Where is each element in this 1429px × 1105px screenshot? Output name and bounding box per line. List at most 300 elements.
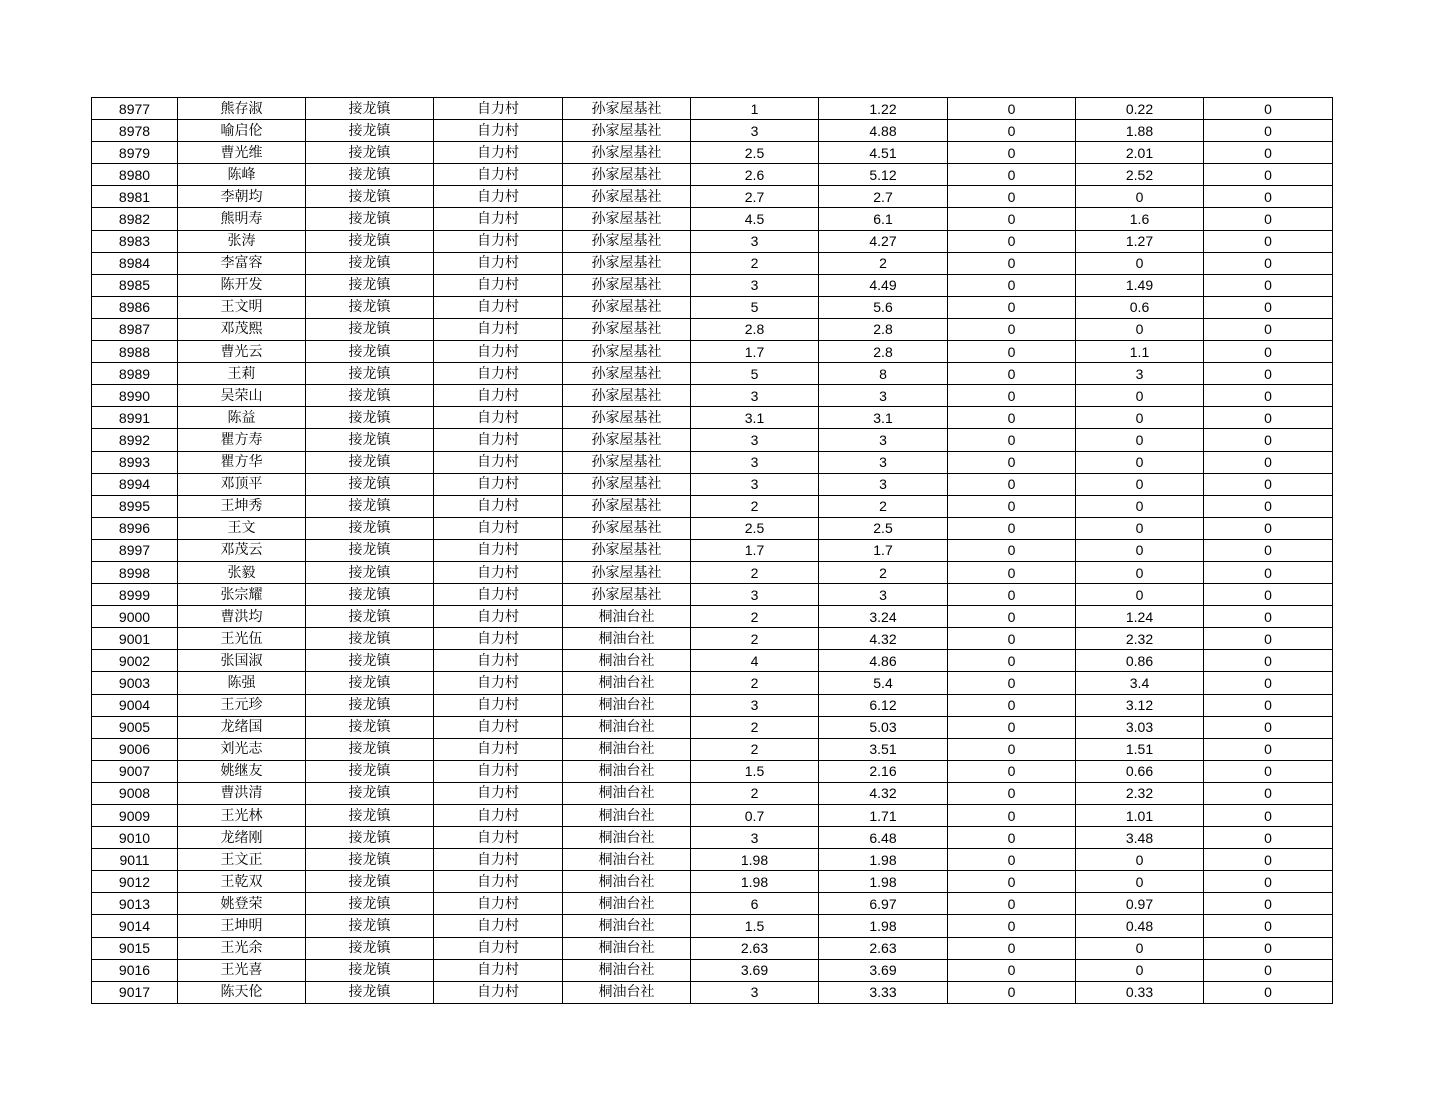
group-cell: 孙家屋基社 <box>563 473 691 495</box>
value-a-cell: 3 <box>691 694 819 716</box>
town-cell: 接龙镇 <box>306 208 434 230</box>
town-cell: 接龙镇 <box>306 407 434 429</box>
row-id-cell: 8977 <box>92 98 178 120</box>
value-e-cell: 0 <box>1204 584 1333 606</box>
value-d-cell: 0.86 <box>1076 650 1204 672</box>
value-e-cell: 0 <box>1204 274 1333 296</box>
village-cell: 自力村 <box>434 606 563 628</box>
value-e-cell: 0 <box>1204 981 1333 1003</box>
group-cell: 孙家屋基社 <box>563 429 691 451</box>
value-b-cell: 3.51 <box>819 738 948 760</box>
group-cell: 孙家屋基社 <box>563 98 691 120</box>
group-cell: 孙家屋基社 <box>563 539 691 561</box>
value-b-cell: 5.4 <box>819 672 948 694</box>
name-cell: 曹光云 <box>178 341 306 363</box>
value-d-cell: 3 <box>1076 363 1204 385</box>
value-e-cell: 0 <box>1204 296 1333 318</box>
table-row <box>92 341 1333 363</box>
table-row <box>92 451 1333 473</box>
value-b-cell: 2.8 <box>819 318 948 340</box>
value-a-cell: 1.98 <box>691 871 819 893</box>
value-b-cell: 4.49 <box>819 274 948 296</box>
value-c-cell: 0 <box>948 385 1076 407</box>
village-cell: 自力村 <box>434 782 563 804</box>
value-c-cell: 0 <box>948 120 1076 142</box>
value-c-cell: 0 <box>948 606 1076 628</box>
row-id-cell: 8998 <box>92 561 178 583</box>
village-cell: 自力村 <box>434 584 563 606</box>
value-a-cell: 2 <box>691 738 819 760</box>
value-a-cell: 2.63 <box>691 937 819 959</box>
value-d-cell: 0 <box>1076 318 1204 340</box>
value-a-cell: 2.8 <box>691 318 819 340</box>
row-id-cell: 9009 <box>92 805 178 827</box>
value-d-cell: 0 <box>1076 252 1204 274</box>
value-a-cell: 6 <box>691 893 819 915</box>
value-b-cell: 4.86 <box>819 650 948 672</box>
value-d-cell: 3.03 <box>1076 716 1204 738</box>
village-cell: 自力村 <box>434 738 563 760</box>
value-c-cell: 0 <box>948 495 1076 517</box>
value-c-cell: 0 <box>948 363 1076 385</box>
value-c-cell: 0 <box>948 208 1076 230</box>
table-row <box>92 120 1333 142</box>
value-a-cell: 1.7 <box>691 539 819 561</box>
row-id-cell: 8984 <box>92 252 178 274</box>
value-c-cell: 0 <box>948 318 1076 340</box>
group-cell: 桐油台社 <box>563 937 691 959</box>
village-cell: 自力村 <box>434 98 563 120</box>
row-id-cell: 9002 <box>92 650 178 672</box>
name-cell: 龙绪刚 <box>178 827 306 849</box>
value-a-cell: 2 <box>691 672 819 694</box>
name-cell: 喻启伦 <box>178 120 306 142</box>
value-c-cell: 0 <box>948 584 1076 606</box>
table-row <box>92 429 1333 451</box>
group-cell: 桐油台社 <box>563 805 691 827</box>
value-a-cell: 2.7 <box>691 186 819 208</box>
value-d-cell: 0 <box>1076 429 1204 451</box>
village-cell: 自力村 <box>434 341 563 363</box>
town-cell: 接龙镇 <box>306 650 434 672</box>
value-b-cell: 3.69 <box>819 959 948 981</box>
value-a-cell: 2.6 <box>691 164 819 186</box>
row-id-cell: 8995 <box>92 495 178 517</box>
value-a-cell: 1 <box>691 98 819 120</box>
village-cell: 自力村 <box>434 937 563 959</box>
table-row <box>92 606 1333 628</box>
value-e-cell: 0 <box>1204 716 1333 738</box>
value-a-cell: 3 <box>691 473 819 495</box>
town-cell: 接龙镇 <box>306 495 434 517</box>
village-cell: 自力村 <box>434 208 563 230</box>
name-cell: 王坤秀 <box>178 495 306 517</box>
table-row <box>92 672 1333 694</box>
name-cell: 王光林 <box>178 805 306 827</box>
name-cell: 瞿方华 <box>178 451 306 473</box>
value-a-cell: 2 <box>691 606 819 628</box>
table-row <box>92 694 1333 716</box>
value-b-cell: 3.24 <box>819 606 948 628</box>
value-e-cell: 0 <box>1204 208 1333 230</box>
value-a-cell: 2.5 <box>691 142 819 164</box>
value-c-cell: 0 <box>948 650 1076 672</box>
value-d-cell: 0 <box>1076 407 1204 429</box>
name-cell: 王文正 <box>178 849 306 871</box>
row-id-cell: 9000 <box>92 606 178 628</box>
row-id-cell: 9003 <box>92 672 178 694</box>
table-body <box>92 98 1333 1004</box>
value-c-cell: 0 <box>948 871 1076 893</box>
table-row <box>92 871 1333 893</box>
row-id-cell: 8991 <box>92 407 178 429</box>
table-row <box>92 142 1333 164</box>
row-id-cell: 9005 <box>92 716 178 738</box>
value-b-cell: 1.7 <box>819 539 948 561</box>
town-cell: 接龙镇 <box>306 981 434 1003</box>
town-cell: 接龙镇 <box>306 561 434 583</box>
value-a-cell: 3 <box>691 451 819 473</box>
value-b-cell: 5.12 <box>819 164 948 186</box>
village-cell: 自力村 <box>434 893 563 915</box>
value-b-cell: 4.27 <box>819 230 948 252</box>
value-c-cell: 0 <box>948 981 1076 1003</box>
table-row <box>92 738 1333 760</box>
value-d-cell: 0.33 <box>1076 981 1204 1003</box>
value-c-cell: 0 <box>948 451 1076 473</box>
row-id-cell: 8990 <box>92 385 178 407</box>
group-cell: 孙家屋基社 <box>563 296 691 318</box>
value-b-cell: 1.22 <box>819 98 948 120</box>
value-d-cell: 1.24 <box>1076 606 1204 628</box>
table-row <box>92 296 1333 318</box>
village-cell: 自力村 <box>434 805 563 827</box>
value-b-cell: 2 <box>819 561 948 583</box>
value-c-cell: 0 <box>948 473 1076 495</box>
name-cell: 邓茂熙 <box>178 318 306 340</box>
group-cell: 桐油台社 <box>563 871 691 893</box>
value-c-cell: 0 <box>948 341 1076 363</box>
group-cell: 孙家屋基社 <box>563 363 691 385</box>
group-cell: 孙家屋基社 <box>563 274 691 296</box>
value-e-cell: 0 <box>1204 628 1333 650</box>
value-e-cell: 0 <box>1204 341 1333 363</box>
value-c-cell: 0 <box>948 407 1076 429</box>
town-cell: 接龙镇 <box>306 694 434 716</box>
name-cell: 张涛 <box>178 230 306 252</box>
table-row <box>92 827 1333 849</box>
value-a-cell: 3 <box>691 230 819 252</box>
value-b-cell: 3 <box>819 451 948 473</box>
town-cell: 接龙镇 <box>306 164 434 186</box>
name-cell: 吴荣山 <box>178 385 306 407</box>
value-e-cell: 0 <box>1204 760 1333 782</box>
group-cell: 桐油台社 <box>563 760 691 782</box>
table-row <box>92 937 1333 959</box>
village-cell: 自力村 <box>434 672 563 694</box>
name-cell: 李富容 <box>178 252 306 274</box>
value-e-cell: 0 <box>1204 142 1333 164</box>
group-cell: 孙家屋基社 <box>563 385 691 407</box>
village-cell: 自力村 <box>434 142 563 164</box>
value-e-cell: 0 <box>1204 473 1333 495</box>
village-cell: 自力村 <box>434 164 563 186</box>
value-a-cell: 3 <box>691 274 819 296</box>
town-cell: 接龙镇 <box>306 606 434 628</box>
row-id-cell: 8985 <box>92 274 178 296</box>
value-d-cell: 0 <box>1076 561 1204 583</box>
town-cell: 接龙镇 <box>306 341 434 363</box>
group-cell: 桐油台社 <box>563 628 691 650</box>
value-a-cell: 2 <box>691 716 819 738</box>
name-cell: 张国淑 <box>178 650 306 672</box>
value-a-cell: 3 <box>691 584 819 606</box>
value-d-cell: 0 <box>1076 473 1204 495</box>
row-id-cell: 9011 <box>92 849 178 871</box>
village-cell: 自力村 <box>434 760 563 782</box>
table-row <box>92 495 1333 517</box>
village-cell: 自力村 <box>434 871 563 893</box>
value-d-cell: 1.27 <box>1076 230 1204 252</box>
table-row <box>92 473 1333 495</box>
value-a-cell: 3 <box>691 120 819 142</box>
village-cell: 自力村 <box>434 561 563 583</box>
name-cell: 陈强 <box>178 672 306 694</box>
table-row <box>92 186 1333 208</box>
village-cell: 自力村 <box>434 186 563 208</box>
value-b-cell: 3.33 <box>819 981 948 1003</box>
value-a-cell: 3 <box>691 385 819 407</box>
value-a-cell: 2 <box>691 252 819 274</box>
village-cell: 自力村 <box>434 981 563 1003</box>
name-cell: 姚继友 <box>178 760 306 782</box>
village-cell: 自力村 <box>434 517 563 539</box>
table-row <box>92 385 1333 407</box>
value-c-cell: 0 <box>948 805 1076 827</box>
town-cell: 接龙镇 <box>306 805 434 827</box>
value-d-cell: 0.66 <box>1076 760 1204 782</box>
value-a-cell: 1.5 <box>691 760 819 782</box>
town-cell: 接龙镇 <box>306 230 434 252</box>
value-d-cell: 3.12 <box>1076 694 1204 716</box>
table-row <box>92 650 1333 672</box>
value-c-cell: 0 <box>948 915 1076 937</box>
value-a-cell: 2 <box>691 561 819 583</box>
value-a-cell: 1.5 <box>691 915 819 937</box>
value-c-cell: 0 <box>948 539 1076 561</box>
table-row <box>92 628 1333 650</box>
village-cell: 自力村 <box>434 495 563 517</box>
value-b-cell: 6.12 <box>819 694 948 716</box>
value-b-cell: 1.98 <box>819 871 948 893</box>
value-b-cell: 4.51 <box>819 142 948 164</box>
village-cell: 自力村 <box>434 716 563 738</box>
group-cell: 孙家屋基社 <box>563 407 691 429</box>
value-d-cell: 1.51 <box>1076 738 1204 760</box>
town-cell: 接龙镇 <box>306 186 434 208</box>
name-cell: 王乾双 <box>178 871 306 893</box>
value-d-cell: 0.22 <box>1076 98 1204 120</box>
value-b-cell: 2 <box>819 252 948 274</box>
value-a-cell: 4.5 <box>691 208 819 230</box>
value-b-cell: 2.7 <box>819 186 948 208</box>
name-cell: 陈天伦 <box>178 981 306 1003</box>
value-e-cell: 0 <box>1204 186 1333 208</box>
value-a-cell: 0.7 <box>691 805 819 827</box>
row-id-cell: 9004 <box>92 694 178 716</box>
value-e-cell: 0 <box>1204 561 1333 583</box>
value-c-cell: 0 <box>948 142 1076 164</box>
value-b-cell: 3 <box>819 473 948 495</box>
value-a-cell: 1.98 <box>691 849 819 871</box>
table-row <box>92 716 1333 738</box>
village-cell: 自力村 <box>434 915 563 937</box>
value-e-cell: 0 <box>1204 871 1333 893</box>
row-id-cell: 8999 <box>92 584 178 606</box>
village-cell: 自力村 <box>434 650 563 672</box>
group-cell: 桐油台社 <box>563 959 691 981</box>
table-row <box>92 318 1333 340</box>
value-d-cell: 0.97 <box>1076 893 1204 915</box>
table-row <box>92 363 1333 385</box>
town-cell: 接龙镇 <box>306 959 434 981</box>
group-cell: 桐油台社 <box>563 650 691 672</box>
village-cell: 自力村 <box>434 296 563 318</box>
name-cell: 熊存淑 <box>178 98 306 120</box>
group-cell: 桐油台社 <box>563 738 691 760</box>
name-cell: 曹洪均 <box>178 606 306 628</box>
value-d-cell: 1.49 <box>1076 274 1204 296</box>
row-id-cell: 8993 <box>92 451 178 473</box>
value-b-cell: 5.03 <box>819 716 948 738</box>
group-cell: 桐油台社 <box>563 827 691 849</box>
group-cell: 孙家屋基社 <box>563 164 691 186</box>
row-id-cell: 9001 <box>92 628 178 650</box>
group-cell: 孙家屋基社 <box>563 584 691 606</box>
group-cell: 桐油台社 <box>563 606 691 628</box>
value-d-cell: 3.48 <box>1076 827 1204 849</box>
name-cell: 陈益 <box>178 407 306 429</box>
town-cell: 接龙镇 <box>306 473 434 495</box>
value-b-cell: 3.1 <box>819 407 948 429</box>
value-e-cell: 0 <box>1204 164 1333 186</box>
value-b-cell: 2.63 <box>819 937 948 959</box>
row-id-cell: 8989 <box>92 363 178 385</box>
row-id-cell: 8988 <box>92 341 178 363</box>
value-a-cell: 2 <box>691 495 819 517</box>
value-b-cell: 4.32 <box>819 782 948 804</box>
value-e-cell: 0 <box>1204 827 1333 849</box>
value-b-cell: 1.71 <box>819 805 948 827</box>
group-cell: 桐油台社 <box>563 694 691 716</box>
value-b-cell: 2.5 <box>819 517 948 539</box>
name-cell: 王光喜 <box>178 959 306 981</box>
table-row <box>92 805 1333 827</box>
value-e-cell: 0 <box>1204 937 1333 959</box>
group-cell: 孙家屋基社 <box>563 120 691 142</box>
row-id-cell: 9014 <box>92 915 178 937</box>
value-b-cell: 5.6 <box>819 296 948 318</box>
name-cell: 瞿方寿 <box>178 429 306 451</box>
town-cell: 接龙镇 <box>306 318 434 340</box>
row-id-cell: 9016 <box>92 959 178 981</box>
row-id-cell: 9010 <box>92 827 178 849</box>
town-cell: 接龙镇 <box>306 120 434 142</box>
value-d-cell: 0 <box>1076 959 1204 981</box>
name-cell: 邓顶平 <box>178 473 306 495</box>
value-c-cell: 0 <box>948 760 1076 782</box>
row-id-cell: 8994 <box>92 473 178 495</box>
table-row <box>92 252 1333 274</box>
value-e-cell: 0 <box>1204 805 1333 827</box>
name-cell: 王文明 <box>178 296 306 318</box>
town-cell: 接龙镇 <box>306 672 434 694</box>
value-d-cell: 0 <box>1076 584 1204 606</box>
group-cell: 孙家屋基社 <box>563 230 691 252</box>
table-row <box>92 959 1333 981</box>
value-d-cell: 3.4 <box>1076 672 1204 694</box>
group-cell: 桐油台社 <box>563 849 691 871</box>
group-cell: 孙家屋基社 <box>563 495 691 517</box>
group-cell: 孙家屋基社 <box>563 318 691 340</box>
value-c-cell: 0 <box>948 164 1076 186</box>
row-id-cell: 8986 <box>92 296 178 318</box>
town-cell: 接龙镇 <box>306 760 434 782</box>
value-e-cell: 0 <box>1204 694 1333 716</box>
town-cell: 接龙镇 <box>306 363 434 385</box>
village-cell: 自力村 <box>434 827 563 849</box>
value-c-cell: 0 <box>948 186 1076 208</box>
value-c-cell: 0 <box>948 694 1076 716</box>
row-id-cell: 9013 <box>92 893 178 915</box>
row-id-cell: 8982 <box>92 208 178 230</box>
value-d-cell: 2.52 <box>1076 164 1204 186</box>
name-cell: 龙绪国 <box>178 716 306 738</box>
value-e-cell: 0 <box>1204 517 1333 539</box>
value-e-cell: 0 <box>1204 385 1333 407</box>
row-id-cell: 9008 <box>92 782 178 804</box>
town-cell: 接龙镇 <box>306 142 434 164</box>
row-id-cell: 8980 <box>92 164 178 186</box>
town-cell: 接龙镇 <box>306 252 434 274</box>
village-cell: 自力村 <box>434 318 563 340</box>
name-cell: 王坤明 <box>178 915 306 937</box>
value-b-cell: 3 <box>819 385 948 407</box>
table-row <box>92 539 1333 561</box>
town-cell: 接龙镇 <box>306 451 434 473</box>
value-d-cell: 0 <box>1076 539 1204 561</box>
group-cell: 孙家屋基社 <box>563 252 691 274</box>
name-cell: 陈峰 <box>178 164 306 186</box>
value-a-cell: 3 <box>691 981 819 1003</box>
village-cell: 自力村 <box>434 473 563 495</box>
row-id-cell: 8992 <box>92 429 178 451</box>
value-e-cell: 0 <box>1204 252 1333 274</box>
table-row <box>92 760 1333 782</box>
name-cell: 姚登荣 <box>178 893 306 915</box>
village-cell: 自力村 <box>434 407 563 429</box>
table-row <box>92 517 1333 539</box>
town-cell: 接龙镇 <box>306 274 434 296</box>
village-cell: 自力村 <box>434 252 563 274</box>
value-c-cell: 0 <box>948 429 1076 451</box>
value-b-cell: 2.16 <box>819 760 948 782</box>
group-cell: 孙家屋基社 <box>563 561 691 583</box>
town-cell: 接龙镇 <box>306 915 434 937</box>
group-cell: 孙家屋基社 <box>563 451 691 473</box>
name-cell: 张宗耀 <box>178 584 306 606</box>
value-e-cell: 0 <box>1204 606 1333 628</box>
